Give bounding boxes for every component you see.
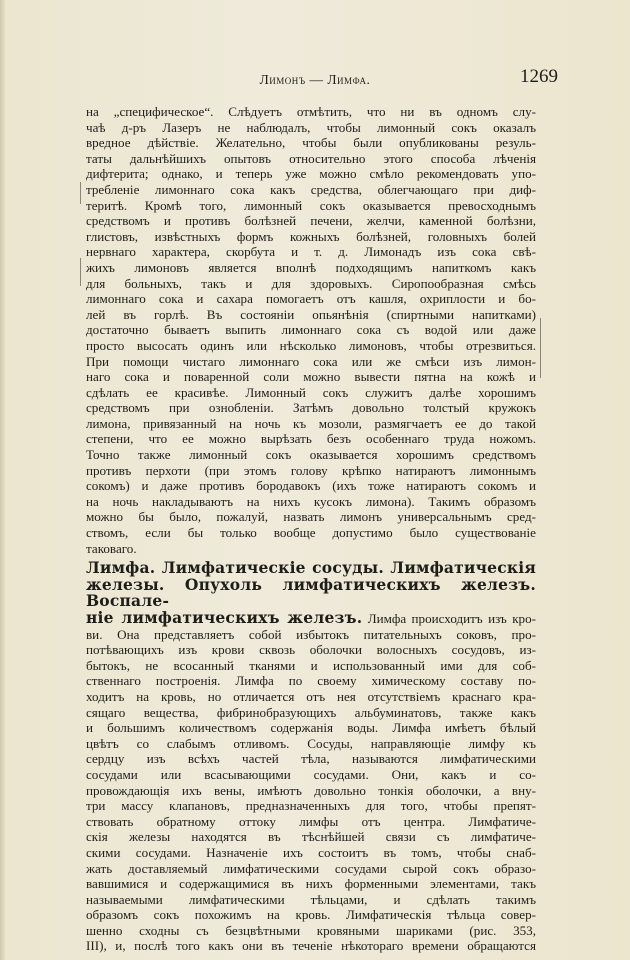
text-line: образомъ сокъ похожимъ на кровь. Лимфатическія тѣльца совер- [86, 907, 536, 923]
text-line: вредное дѣйствіе. Желательно, чтобы были опубликованы резуль- [86, 135, 536, 151]
text-line: лей въ горлѣ. Въ состояніи опьянѣнія (спиртными напитками) [86, 306, 536, 322]
text-line: ствовать обратному оттоку лимфы отъ центра. Лимфатиче- [86, 813, 536, 829]
text-line: степени, что ее можно вырѣзать безъ особеннаго труда ножомъ. [86, 431, 536, 447]
text-line: сдѣлать ее красивѣе. Лимонный сокъ служитъ далѣе хорошимъ [86, 384, 536, 400]
text-line: скія железы находятся въ тѣснѣйшей связи съ лимфатиче- [86, 829, 536, 845]
text-body [86, 104, 536, 954]
section-heading: ніе лимфатическихъ железъ. [86, 608, 363, 627]
text-line: ходитъ на кровь, но отличается отъ нея отсутствіемъ краснаго кра- [86, 688, 536, 704]
text-line: ствомъ, если бы только вообще допустимо было существованіе [86, 525, 536, 541]
text-line: сосудами или всасывающими сосудами. Они, какъ и со- [86, 766, 536, 782]
text-line: вавшимися и содержащимися въ нихъ форменными элементами, такъ [86, 876, 536, 892]
text-line: таковаго. [86, 540, 137, 556]
section-heading: Лимфа. Лимфатическіе сосуды. Лимфатическія [86, 558, 536, 578]
text-line: дифтерита; однако, и теперь уже можно смѣло рекомендовать упо- [86, 166, 536, 182]
text-line: Точно также лимонный сокъ оказывается хорошимъ средствомъ [86, 447, 536, 463]
section-heading: железы. Опухоль лимфатическихъ железъ. Воспале- [86, 574, 536, 611]
section-lymph [86, 560, 536, 626]
text-line: средствомъ и противъ болѣзней печени, желчи, каменной болѣзни, [86, 213, 536, 229]
text-line: противъ перхоти (при этомъ голову крѣпко натираютъ лимоннымъ [86, 462, 536, 478]
text-line: чаѣ д-ръ Лазеръ не наблюдалъ, чтобы лимонный сокъ оказалъ [86, 119, 536, 135]
running-title: Лимонъ — Лимфа. [259, 72, 371, 87]
page-fold-shadow [0, 0, 6, 960]
text-line: жать доставляемый лимфатическими сосудами сырой сокъ образо- [86, 860, 536, 876]
text-line: бытокъ, не всосанный тканями и использованный ими для соб- [86, 657, 536, 673]
text-line: можно бы было, пожалуй, назвать лимонъ универсальнымъ сред- [86, 509, 536, 525]
text-line: на ночь накладываютъ на нихъ кусокъ лимона). Такимъ образомъ [86, 493, 536, 509]
text-line: на „специфическое“. Слѣдуетъ отмѣтить, что ни въ одномъ слу- [86, 104, 536, 119]
text-line: средствомъ при ознобленіи. Затѣмъ довольно толстый кружокъ [86, 400, 536, 416]
text-line: цвѣтъ со слабымъ отливомъ. Сосуды, направляющіе лимфу къ [86, 735, 536, 751]
section-heading-line [86, 610, 536, 627]
text-line: наго сока и поваренной соли можно вывести пятна на кожѣ и [86, 369, 536, 385]
text-line: жихъ лимоновъ является вполнѣ подходящимъ напиткомъ какъ [86, 259, 536, 275]
paragraph-lymph-description [86, 627, 536, 954]
text-line: потѣвающихъ изъ крови сквозь оболочки волосныхъ сосудовъ, из- [86, 642, 536, 658]
text-line: просто высосать одинъ или нѣсколько лимоновъ, чтобы отрезвиться. [86, 337, 536, 353]
section-heading-line [86, 574, 536, 611]
text-line: лимоннаго сока и сахара помогаетъ отъ кашля, охриплости и бо- [86, 291, 536, 307]
text-line: III), и, послѣ того какъ они въ теченіе нѣкотораго времени обращаются [86, 938, 536, 954]
margin-pencil-mark [540, 318, 541, 378]
text-line: лимона, привязанный на ночь къ мозоли, размягчаетъ ее до такой [86, 415, 536, 431]
margin-pencil-mark [80, 258, 81, 286]
running-head [70, 66, 560, 92]
text-line: скими сосудами. Назначеніе ихъ состоитъ въ томъ, чтобы снаб- [86, 844, 536, 860]
paragraph-lemon-remedies [86, 104, 536, 556]
text-line: ственнаго построенія. Лимфа по своему химическому составу по- [86, 673, 536, 689]
text-line: нервнаго характера, скорбута и т. д. Лимонадъ изъ сока свѣ- [86, 244, 536, 260]
text-line: сердцу изъ всѣхъ частей тѣла, называются лимфатическими [86, 751, 536, 767]
text-line: сящаго вещества, фибринобразующихъ альбуминатовъ, также какъ [86, 704, 536, 720]
text-line: провождающія ихъ вены, имѣютъ довольно тонкія оболочки, а вну- [86, 782, 536, 798]
text-line: При помощи чистаго лимоннаго сока или же смѣси изъ лимон- [86, 353, 536, 369]
text-line: таты дальнѣйшихъ опытовъ относительно этого способа лѣченія [86, 150, 536, 166]
text-line: шенно сходны съ безцвѣтными кровяными шариками (рис. 353, [86, 922, 536, 938]
margin-pencil-mark [80, 182, 81, 204]
text-line: три массу клапановъ, предназначенныхъ для того, чтобы препят- [86, 798, 536, 814]
text-line: ви. Она представляетъ собой избытокъ питательныхъ соковъ, про- [86, 626, 536, 642]
section-text-start: Лимфа происходитъ изъ кро- [362, 611, 537, 626]
text-line: сокомъ) и даже противъ бородавокъ (ихъ тоже натираютъ сокомъ и [86, 478, 536, 494]
text-line: теритѣ. Кромѣ того, лимонный сокъ оказывается превосходнымъ [86, 197, 536, 213]
text-line: достаточно бываетъ выпить лимоннаго сока съ водой или даже [86, 322, 536, 338]
text-line: для больныхъ, такъ и для здоровыхъ. Сиропообразная смѣсь [86, 275, 536, 291]
text-line: и большимъ количествомъ содержанія воды. Лимфа имѣетъ бѣлый [86, 720, 536, 736]
text-line: глистовъ, извѣстныхъ формъ кожныхъ болѣзней, головныхъ болей [86, 228, 536, 244]
text-line: требленіе лимоннаго сока какъ средства, облегчающаго при диф- [86, 181, 536, 197]
page-number: 1269 [520, 66, 558, 87]
text-line: называемыми лимфатическими тѣльцами, и сдѣлать такимъ [86, 891, 536, 907]
